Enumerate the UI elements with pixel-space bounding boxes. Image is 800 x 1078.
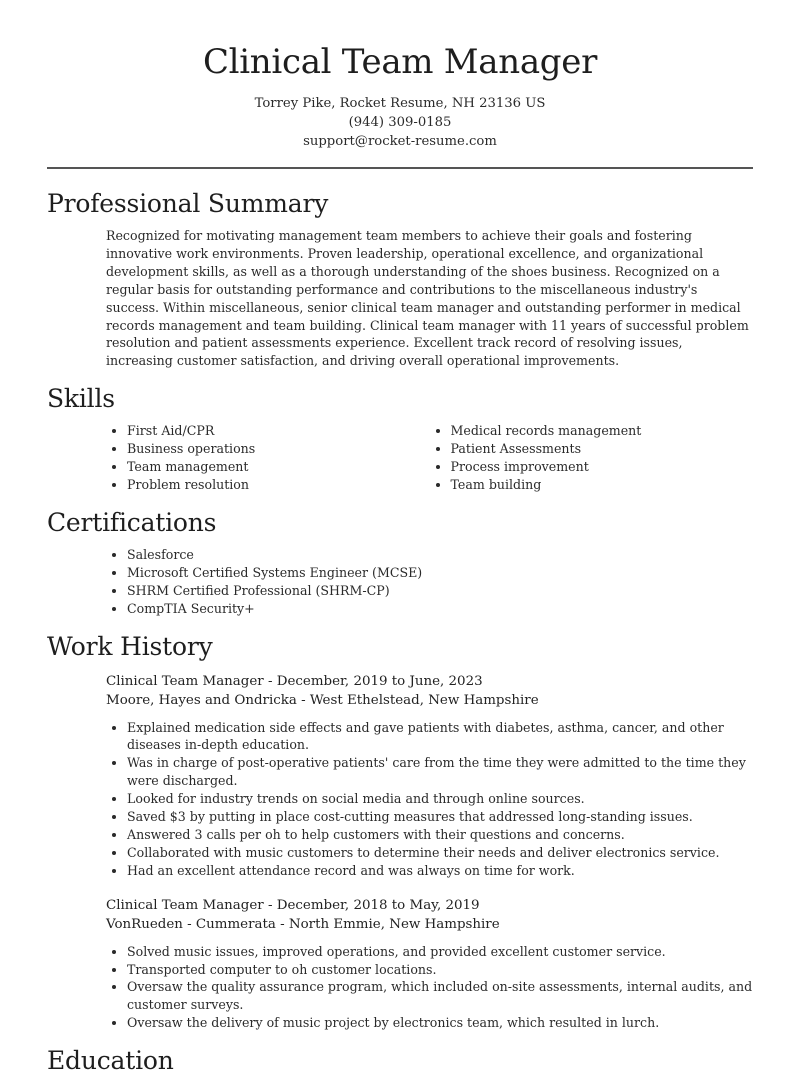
job-company-location: Moore, Hayes and Ondricka - West Ethelstead, New Hampshire: [106, 693, 539, 708]
job-bullet: • Had an excellent attendance record and was always on time for work.: [127, 862, 753, 880]
section-title: Professional Summary: [47, 189, 329, 218]
job-bullets: [106, 943, 753, 1033]
contact-email: support@rocket-resume.com: [303, 134, 497, 149]
contact-block: [47, 94, 753, 151]
section-education: [47, 1044, 753, 1078]
section-certifications: [47, 506, 753, 618]
skills-list-right: [430, 422, 754, 494]
skill-item: • Team management: [127, 458, 430, 476]
job-bullet: • Was in charge of post-operative patients' care from the time they were admitted to the time they were discharged.: [127, 754, 753, 790]
job-bullet: • Collaborated with music customers to determine their needs and deliver electronics service.: [127, 844, 753, 862]
skill-item: • Problem resolution: [127, 476, 430, 494]
job-title-dates: Clinical Team Manager - December, 2018 to May, 2019: [106, 897, 480, 913]
job-bullet: • Answered 3 calls per oh to help customers with their questions and concerns.: [127, 826, 753, 844]
job-title-dates: Clinical Team Manager - December, 2019 to June, 2023: [106, 673, 483, 689]
job-company-location: VonRueden - Cummerata - North Emmie, New Hampshire: [106, 917, 500, 933]
job-header: [106, 672, 753, 711]
section-title: Work History: [47, 631, 213, 661]
certifications-list: [106, 546, 753, 618]
skill-item: • Team building: [451, 476, 754, 494]
job-bullet: • Looked for industry trends on social media and through online sources.: [127, 790, 753, 808]
skill-item: • First Aid/CPR: [127, 422, 430, 440]
job-bullet: • Explained medication side effects and gave patients with diabetes, asthma, cancer, and other diseases in-depth education.: [127, 719, 753, 755]
summary-text: Recognized for motivating management team members to achieve their goals and fostering innovative work environments. Proven leadership, operational excellence, and organizational development skills, as well as a thorough understanding of the shoes business. Recognized on a regular basis for outstanding performance and contributions to the miscellaneous industry's success. Within miscellaneous, senior clinical team manager and outstanding performer in medical records management and team building. Clinical team manager with 11 years of successful problem resolution and patient assessments experience. Excellent track record of resolving issues, increasing customer satisfaction, and driving overall operational improvements.: [106, 228, 749, 369]
certification-item: • CompTIA Security+: [127, 600, 753, 618]
job-bullet: • Transported computer to oh customer locations.: [127, 961, 753, 979]
job-header: [106, 896, 753, 935]
contact-phone: (944) 309-0185: [348, 115, 452, 130]
skill-item: • Patient Assessments: [451, 440, 754, 458]
skill-item: • Medical records management: [451, 422, 754, 440]
certification-item: • Salesforce: [127, 546, 753, 564]
section-work-history: [47, 630, 753, 1033]
section-title: Education: [47, 1046, 174, 1076]
section-title: Certifications: [47, 507, 217, 537]
job-bullet: • Saved $3 by putting in place cost-cutting measures that addressed long-standing issues.: [127, 808, 753, 826]
certification-item: • SHRM Certified Professional (SHRM-CP): [127, 582, 753, 600]
job-bullets: [106, 719, 753, 880]
skills-list-left: [106, 422, 430, 494]
job-bullet: • Solved music issues, improved operations, and provided excellent customer service.: [127, 943, 753, 961]
resume-header: [47, 0, 753, 151]
resume-title: Clinical Team Manager: [202, 42, 598, 82]
certification-item: • Microsoft Certified Systems Engineer (MCSE): [127, 564, 753, 582]
section-professional-summary: [47, 187, 753, 370]
section-skills: [47, 382, 753, 494]
job-bullet: • Oversaw the delivery of music project by electronics team, which resulted in lurch.: [127, 1014, 753, 1032]
skills-grid: [106, 422, 753, 494]
job-bullet: • Oversaw the quality assurance program, which included on-site assessments, internal audits, and customer surveys.: [127, 978, 753, 1014]
header-divider: [47, 167, 753, 169]
section-title: Skills: [47, 384, 115, 414]
skill-item: • Process improvement: [451, 458, 754, 476]
skill-item: • Business operations: [127, 440, 430, 458]
contact-address: Torrey Pike, Rocket Resume, NH 23136 US: [254, 96, 546, 111]
